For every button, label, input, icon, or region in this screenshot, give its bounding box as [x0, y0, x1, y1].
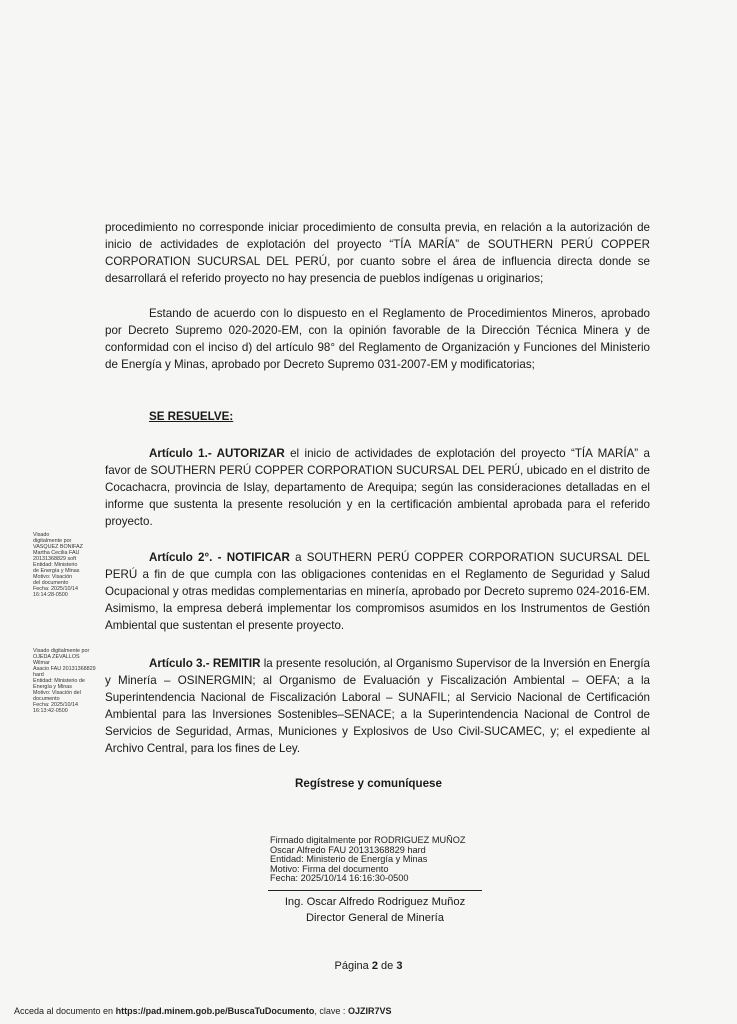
stamp-line: Entidad: Ministerio — [33, 562, 78, 568]
margin-visa-stamp-2 — [33, 648, 97, 714]
page-number — [0, 960, 737, 972]
stamp-line: VASQUEZ BONIFAZ — [33, 544, 83, 550]
article-1-label: Artículo 1.- AUTORIZAR — [149, 447, 285, 460]
stamp-line: Motivo: Visación — [33, 574, 73, 580]
signature-stamp-line: Entidad: Ministerio de Energía y Minas — [270, 854, 428, 865]
signature-stamp-line: Firmado digitalmente por RODRIGUEZ MUÑOZ — [270, 835, 466, 845]
article-1-text: el inicio de actividades de explotación del proyecto “TÍA MARÍA” a favor de SOUTHERN PERÚ COPPER CORPORATION SUCURSAL DEL PERÚ, ubicado en el distrito de Cocachacra, provincia de Islay, departamento de Arequipa; según las consideraciones detalladas en el informe que sustenta la presente resolución y en la certificación ambiental aprobada para el referido proyecto. — [105, 447, 650, 528]
page-total: 3 — [396, 960, 403, 972]
page-of: de — [381, 960, 394, 972]
footer-prefix: Acceda al documento en — [14, 1006, 116, 1016]
stamp-line: OJEDA ZEVALLOS Wilmar — [33, 654, 80, 666]
document-access-footer — [14, 1006, 391, 1016]
stamp-line: digitalmente por — [33, 538, 72, 544]
article-3-text: la presente resolución, al Organismo Supervisor de la Inversión en Energía y Minería – OSINERGMIN; al Organismo de Evaluación y Fiscalización Ambiental – OEFA; a la Superintendencia Nacional de Fiscalización Laboral – SUNAFIL; al Servicio Nacional de Certificación Ambiental para las Inversiones Sostenibles–SENACE; a la Superintendencia Nacional de Control de Servicios de Seguridad, Armas, Municiones y Explosivos de Uso Civil-SUCAMEC, y; el expediente al Archivo Central, para los fines de Ley. — [105, 657, 650, 755]
stamp-line: hard — [33, 672, 44, 678]
closing-formula: Regístrese y comuníquese — [295, 777, 442, 790]
digital-signature-stamp — [270, 836, 490, 884]
signature-line — [268, 890, 482, 891]
article-2 — [105, 549, 650, 634]
signature-stamp-line: Fecha: 2025/10/14 16:16:30-0500 — [270, 873, 409, 884]
stamp-line: 20131368829 soft — [33, 556, 77, 562]
stamp-line: Energía y Minas — [33, 684, 72, 690]
article-3-label: Artículo 3.- REMITIR — [149, 657, 261, 670]
section-heading-se-resuelve: SE RESUELVE: — [149, 410, 234, 423]
stamp-line: Entidad: Ministerio de — [33, 678, 85, 684]
article-2-text: a SOUTHERN PERÚ COPPER CORPORATION SUCURSAL DEL PERÚ a fin de que cumpla con las obligaciones contenidas en el Reglamento de Seguridad y Salud Ocupacional y otras medidas complementarias en minería, aprobado por Decreto supremo 024-2016-EM. Asimismo, la empresa deberá implementar los compromisos asumidos en los Instrumentos de Gestión Ambiental que sustentan el presente proyecto. — [105, 551, 650, 632]
stamp-line: de Energía y Minas — [33, 568, 80, 574]
footer-key-label: , clave : — [314, 1006, 348, 1016]
page-label: Página — [334, 960, 369, 972]
stamp-line: Motivo: Visación del — [33, 690, 81, 696]
signer-name: Ing. Oscar Alfredo Rodriguez Muñoz — [284, 896, 466, 908]
signature-stamp-line: Motivo: Firma del documento — [270, 863, 389, 874]
article-1 — [105, 445, 650, 530]
page-current: 2 — [371, 960, 378, 972]
stamp-line: Visado — [33, 532, 50, 538]
stamp-line: Martha Cecilia FAU — [33, 550, 80, 556]
signer-title: Director General de Minería — [305, 912, 445, 924]
stamp-line: Fecha: 2025/10/14 — [33, 702, 78, 708]
article-3 — [105, 655, 650, 757]
article-2-label: Artículo 2°. - NOTIFICAR — [149, 551, 290, 564]
stamp-line: 16:14:28-0500 — [33, 592, 68, 598]
stamp-line: 16:13:42-0500 — [33, 708, 68, 714]
stamp-line: Asacio FAU 20131368829 — [33, 666, 96, 672]
stamp-line: Fecha: 2025/10/14 — [33, 586, 78, 592]
margin-visa-stamp-1 — [33, 532, 97, 598]
paragraph-consulta-previa: procedimiento no corresponde iniciar procedimiento de consulta previa, en relación a la autorización de inicio de actividades de explotación del proyecto “TÍA MARÍA” de SOUTHERN PERÚ COPPER CORPORATION SUCURSAL DEL PERÚ, por cuanto sobre el área de influencia directa donde se desarrollará el referido proyecto no hay presencia de pueblos indígenas u originarios; — [105, 221, 650, 285]
footer-key: OJZIR7VS — [347, 1006, 392, 1016]
footer-url-link[interactable]: https://pad.minem.gob.pe/BuscaTuDocumento — [115, 1006, 315, 1016]
paragraph-estando-de-acuerdo: Estando de acuerdo con lo dispuesto en el Reglamento de Procedimientos Mineros, aprobado por Decreto Supremo 020-2020-EM, con la opinión favorable de la Dirección Técnica Minera y de conformidad con el inciso d) del artículo 98° del Reglamento de Organización y Funciones del Ministerio de Energía y Minas, aprobado por Decreto Supremo 031-2007-EM y modificatorias; — [105, 307, 650, 371]
signature-stamp-line: Oscar Alfredo FAU 20131368829 hard — [270, 844, 426, 855]
stamp-line: Visado digitalmente por — [33, 648, 90, 654]
stamp-line: del documento — [33, 580, 69, 586]
stamp-line: documento — [33, 696, 60, 702]
